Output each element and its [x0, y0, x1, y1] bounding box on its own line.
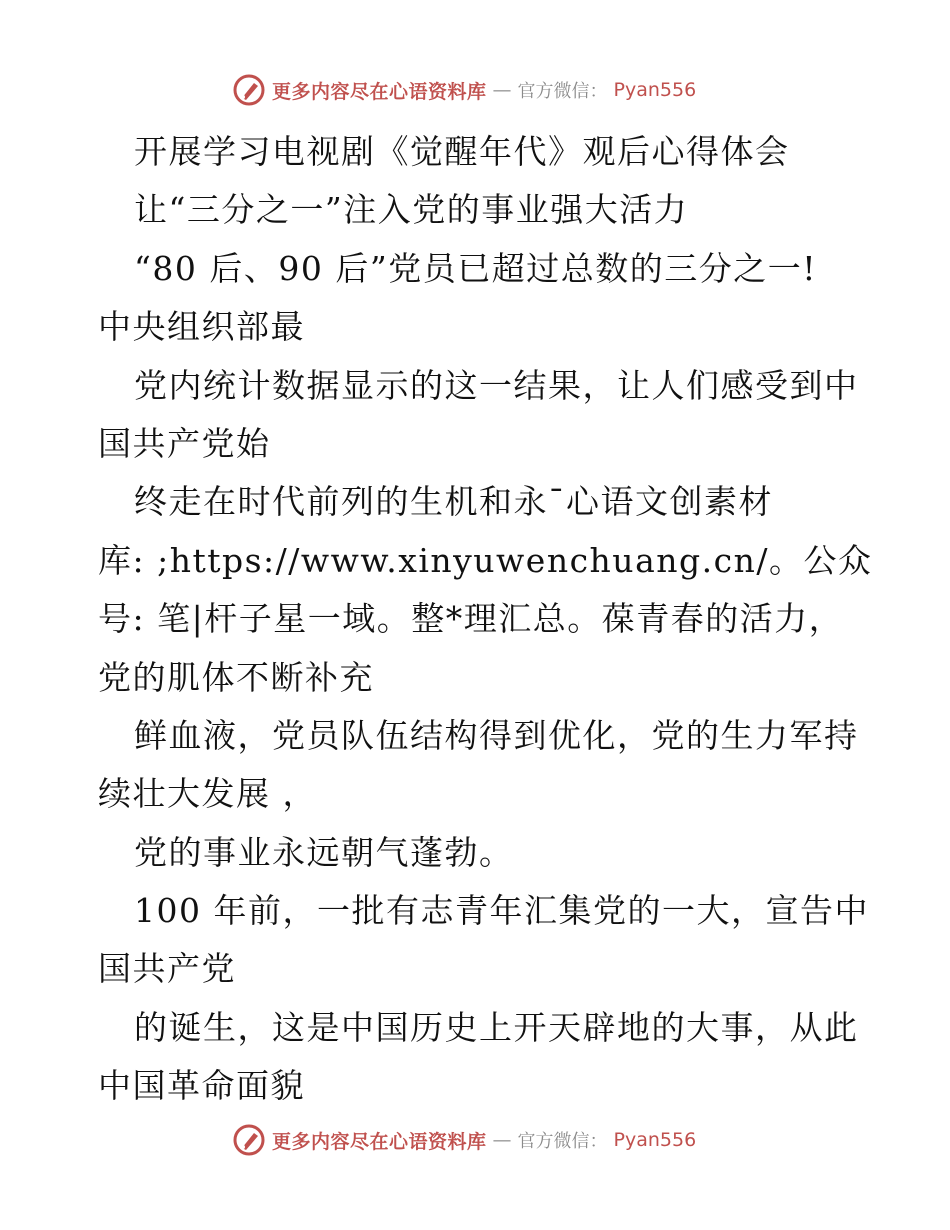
text-line: 的诞生，这是中国历史上开天辟地的大事，从此	[134, 1007, 859, 1047]
pen-logo-icon	[232, 1123, 266, 1157]
text-line: 党的事业永远朝气蓬勃。	[134, 832, 514, 872]
document-body	[98, 123, 873, 1116]
text-line: 国共产党	[98, 949, 236, 989]
text-line: 中央组织部最	[98, 307, 305, 347]
watermark-wechat-id: Pyan556	[613, 79, 697, 101]
text-line: 国共产党始	[98, 423, 271, 463]
text-line: 党内统计数据显示的这一结果，让人们感受到中	[134, 365, 859, 405]
watermark-wechat-label: 官方微信：	[517, 1131, 608, 1152]
text-line: 终走在时代前列的生机和永¯心语文创素材	[134, 482, 773, 522]
text-line: 续壮大发展 ，	[98, 774, 317, 814]
watermark-wechat-id: Pyan556	[613, 1129, 697, 1151]
text-line: 号: 笔|杆子星一域。整*理汇总。葆青春的活力，	[98, 599, 844, 639]
text-line: “80 后、90 后”党员已超过总数的三分之一!	[134, 248, 817, 288]
header-watermark	[232, 72, 696, 108]
text-line: 开展学习电视剧《觉醒年代》观后心得体会	[134, 132, 790, 171]
text-line: 库: ;https://www.xinyuwenchuang.cn/。公众	[98, 540, 873, 580]
text-line: 党的肌体不断补充	[98, 657, 374, 697]
watermark-wechat-label: 官方微信：	[517, 81, 608, 102]
watermark-dash: —	[492, 1129, 512, 1151]
pen-logo-icon	[232, 73, 266, 107]
text-line: 让“三分之一”注入党的事业强大活力	[134, 190, 689, 230]
text-line: 100 年前，一批有志青年汇集党的一大，宣告中	[134, 891, 869, 931]
text-line: 中国革命面貌	[98, 1066, 305, 1106]
footer-watermark	[232, 1122, 696, 1158]
watermark-dash: —	[492, 79, 512, 101]
watermark-brand-text: 更多内容尽在心语资料库	[272, 80, 487, 103]
text-line: 鲜血液，党员队伍结构得到优化，党的生力军持	[134, 715, 859, 755]
watermark-brand-text: 更多内容尽在心语资料库	[272, 1130, 487, 1153]
